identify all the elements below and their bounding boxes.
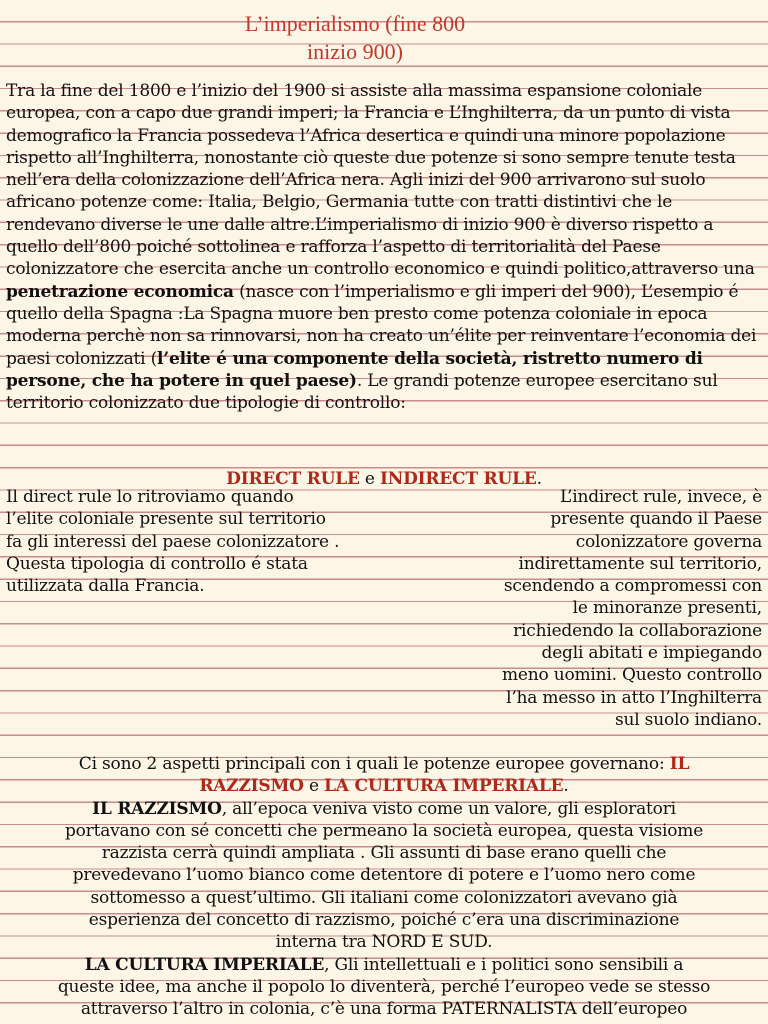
razzismo-heading: IL RAZZISMO: [92, 798, 222, 819]
indirect-line: sul suolo indiano.: [614, 709, 762, 730]
rules-joiner: e: [359, 469, 380, 489]
indirect-line: l’ha messo in atto l’Inghilterra: [506, 687, 762, 708]
aspects-section: [4, 753, 764, 1021]
intro-bold-elite: l’elite é una componente della società, ristretto numero di persone, che ha potere in quel paese): [6, 348, 703, 391]
aspects-intro-text: Ci sono 2 aspetti principali con i quali le potenze europee governano:: [78, 754, 670, 774]
cultura-line: queste idee, ma anche il popolo lo diventerà, perché l’europeo vede se stesso: [57, 976, 711, 997]
cultura-line: [4, 954, 764, 976]
indirect-line: le minoranze presenti,: [572, 598, 762, 619]
intro-bold-penetrazione: penetrazione economica: [6, 281, 234, 302]
intro-paragraph: [6, 80, 762, 414]
intro-text-c: . Le grandi potenze europee esercitano sul territorio colonizzato due tipologie di controllo:: [6, 370, 718, 414]
indirect-rule-column: [462, 486, 762, 731]
aspects-line: [4, 753, 764, 775]
razzismo-line: razzista cerrà quindi ampliata . Gli assunti di base erano quelli che: [101, 843, 667, 864]
razzismo-line: interna tra NORD E SUD.: [275, 932, 493, 953]
razzismo-text: , all’epoca veniva visto come un valore, gli esploratori: [221, 798, 676, 819]
razzismo-line: esperienza del concetto di razzismo, poiché c’era una discriminazione: [88, 910, 680, 931]
razzismo-line: portavano con sé concetti che permeano la società europea, questa visiome: [64, 820, 704, 841]
indirect-line: meno uomini. Questo controllo: [501, 665, 762, 686]
razzismo-line: [4, 798, 764, 820]
indirect-line: colonizzatore governa: [575, 531, 762, 552]
indirect-line: presente quando il Paese: [550, 509, 762, 530]
title-line-2: inizio 900): [307, 39, 403, 64]
aspects-line: [4, 775, 764, 797]
indirect-line: indirettamente sul territorio,: [518, 553, 762, 574]
direct-rule-label: DIRECT RULE: [226, 469, 360, 489]
rules-dot: .: [536, 469, 542, 489]
aspect-cultura-label: LA CULTURA IMPERIALE: [324, 776, 564, 797]
aspect-razzismo-label: RAZZISMO: [199, 776, 304, 797]
indirect-line: degli abitati e impiegando: [541, 643, 762, 664]
razzismo-line: sottomesso a quest’ultimo. Gli italiani come colonizzatori avevano già: [90, 887, 678, 908]
aspects-dot: .: [563, 776, 569, 797]
indirect-line: L’indirect rule, invece, è: [560, 487, 762, 507]
cultura-text: , Gli intellettuali e i politici sono sensibili a: [324, 954, 684, 975]
indirect-line: scendendo a compromessi con: [503, 576, 762, 597]
cultura-line: attraverso l’altro in colonia, c’è una forma PATERNALISTA dell’europeo: [80, 999, 688, 1020]
cultura-heading: LA CULTURA IMPERIALE: [84, 954, 325, 975]
document-title: [150, 10, 560, 66]
direct-rule-column: Il direct rule lo ritroviamo quando l’elite coloniale presente sul territorio fa gli interessi del paese colonizzatore . Questa tipologia di controllo é stata utilizzata dalla Francia.: [6, 487, 340, 597]
razzismo-line: prevedevano l’uomo bianco come detentore di potere e l’uomo nero come: [72, 865, 696, 886]
title-line-1: L’imperialismo (fine 800: [244, 11, 466, 36]
intro-text-a: Tra la fine del 1800 e l’inizio del 1900 si assiste alla massima espansione coloniale europea, con a capo due grandi imperi; la Francia e L’Inghilterra, da un punto di vista demografico la Francia possedeva l’Africa desertica e quindi una minore popolazione rispetto all’Inghilterra, nonostante ciò queste due potenze si sono sempre tenute testa nell’era della colonizzazione dell’Africa nera. Agli inizi del 900 arrivarono sul suolo africano potenze come: Italia, Belgio, Germania tutte con tratti distintivi che le rendevano diverse le une dalle altre.L’imperialismo di inizio 900 è diverso rispetto a quello dell’800 poiché sottolinea e rafforza l’aspetto di territorialità del Paese colonizzatore che esercita anche un controllo economico e quindi politico,attraverso una: [6, 81, 755, 280]
intro-text-b: (nasce con l’imperialismo e gli imperi del 900), L’esempio é quello della Spagna :La Spagna muore ben presto come potenza coloniale in epoca moderna perchè non sa rinnovarsi, non ha creato un’élite per reinventare l’economia dei paesi colonizzati (: [6, 281, 757, 369]
aspects-joiner: e: [303, 776, 325, 797]
indirect-line: richiedendo la collaborazione: [513, 620, 762, 641]
aspect-il-label: IL: [669, 754, 690, 774]
indirect-rule-label: INDIRECT RULE: [379, 469, 537, 489]
